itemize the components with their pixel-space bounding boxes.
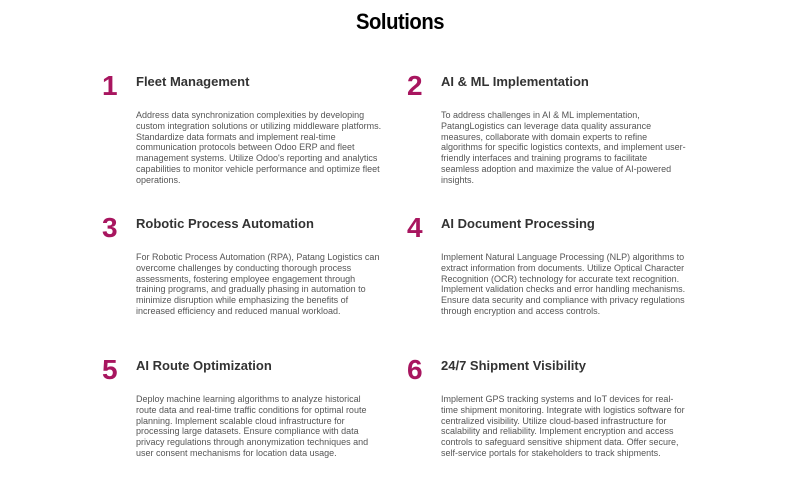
item-number: 2 xyxy=(407,70,423,101)
item-heading: Fleet Management xyxy=(136,74,250,89)
item-number: 6 xyxy=(407,354,423,385)
item-body: Address data synchronization complexities by developing custom integration solutions or utilizing middleware platforms. Standardize data formats and implement real-time communication protocols between Odoo ERP and fleet management systems. Utilize Odoo's reporting and analytics capabilities to monitor vehicle performance and optimize fleet operations. xyxy=(136,110,382,185)
item-number: 3 xyxy=(102,212,118,243)
item-body: Deploy machine learning algorithms to analyze historical route data and real-time traffic conditions for optimal route planning. Implement scalable cloud infrastructure for processing large datasets. Ensure compliance with data privacy regulations through anonymization techniques and user consent mechanisms for location data usage. xyxy=(136,394,369,458)
item-heading: AI Document Processing xyxy=(441,216,595,231)
item-body: To address challenges in AI & ML implementation, PatangLogistics can leverage data quality assurance measures, collaborate with domain experts to refine algorithms for specific logistics contexts, and implement user-friendly interfaces and training programs to facilitate seamless adoption and maximize the value of AI-powered insights. xyxy=(441,110,686,185)
item-number: 4 xyxy=(407,212,423,243)
item-heading: AI Route Optimization xyxy=(136,358,272,373)
item-body: For Robotic Process Automation (RPA), Patang Logistics can overcome challenges by conducting thorough process assessments, fostering employee engagement through training programs, and gradually phasing in automation to minimize disruption while emphasizing the benefits of increased efficiency and reduced manual workload. xyxy=(136,252,380,316)
item-heading: AI & ML Implementation xyxy=(441,74,589,89)
item-number: 1 xyxy=(102,70,118,101)
item-heading: 24/7 Shipment Visibility xyxy=(441,358,586,373)
page-title: Solutions xyxy=(355,9,445,34)
item-body: Implement GPS tracking systems and IoT devices for real-time shipment monitoring. Integrate with logistics software for centralized visibility. Utilize cloud-based infrastructure for scalability and reliability. Implement encryption and access controls to safeguard sensitive shipment data. Offer secure, self-service portals for stakeholders to track shipments. xyxy=(441,394,685,458)
item-body: Implement Natural Language Processing (NLP) algorithms to extract information from documents. Utilize Optical Character Recognition (OCR) technology for accurate text recognition. Implement validation checks and error handling mechanisms. Ensure data security and compliance with privacy regulations through encryption and access controls. xyxy=(441,252,686,316)
item-number: 5 xyxy=(102,354,118,385)
item-heading: Robotic Process Automation xyxy=(136,216,314,231)
